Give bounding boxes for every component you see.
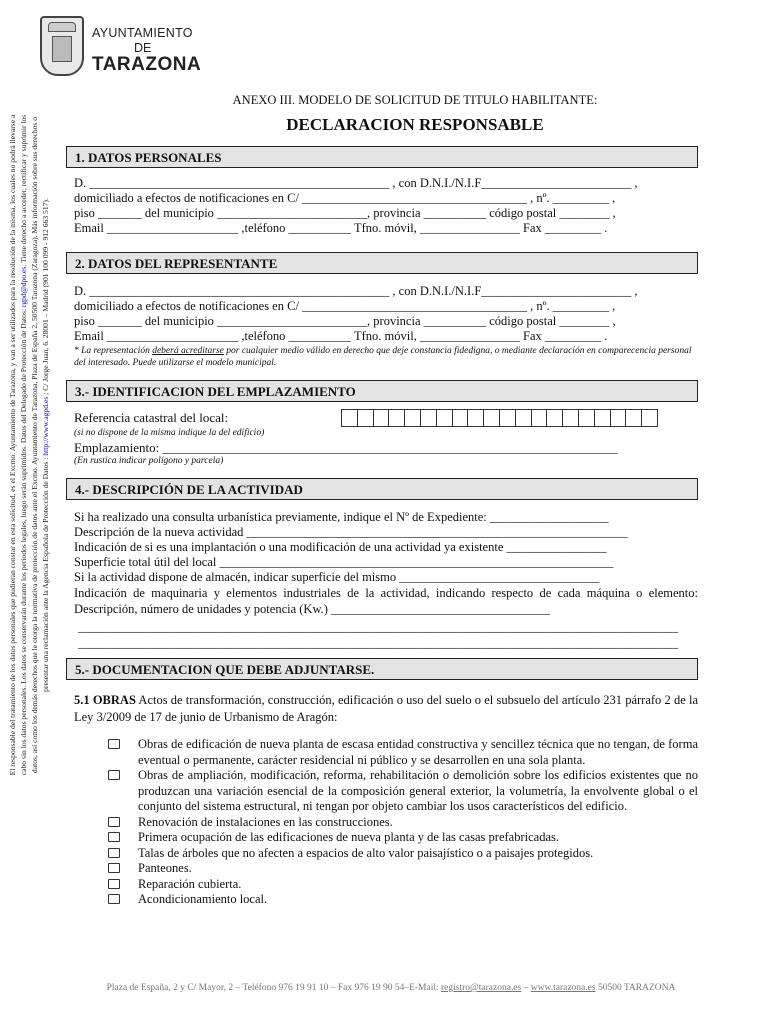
catastral-digit-box[interactable]	[515, 409, 532, 427]
checkbox[interactable]	[108, 770, 120, 780]
representation-note: * La representación deberá acreditarse por cualquier medio válido en derecho que deje constancia fidedigna, o mediante declaración en comparecencia personal del interesado. Puede utilizarse el modelo municipal.	[74, 346, 692, 368]
catastral-digit-box[interactable]	[436, 409, 453, 427]
surface-field[interactable]: Superficie total útil del local _______________________________________________________________	[74, 555, 614, 569]
catastral-digit-box[interactable]	[531, 409, 548, 427]
catastral-digit-box[interactable]	[452, 409, 469, 427]
list-item: Obras de ampliación, modificación, reforma, rehabilitación o demolición sobre los edificios existentes que no produzcan una variación esencial de la composición general exterior, la volumetría, la envolvente global o el conjunto del sistema estructural, ni tengan por objeto cambiar los usos característicos del edificio.	[108, 768, 698, 815]
activity-description-field[interactable]: Descripción de la nueva actividad _____________________________________________________________	[74, 525, 628, 539]
s2-name-field[interactable]: D. ________________________________________________ , con D.N.I./N.I.F________________________ ,	[74, 284, 638, 298]
list-item: Talas de árboles que no afecten a espacios de alto valor paisajístico o a paisajes protegidos.	[108, 846, 698, 862]
catastral-digit-box[interactable]	[388, 409, 405, 427]
checkbox[interactable]	[108, 739, 120, 749]
checkbox[interactable]	[108, 879, 120, 889]
logo-line-1: AYUNTAMIENTO	[92, 26, 193, 40]
section-1-heading: 1. DATOS PERSONALES	[66, 146, 698, 168]
machinery-field[interactable]: Indicación de maquinaria y elementos industriales de la actividad, indicando respecto de cada máquina o elemento: Descripción, número de unidades y potencia (Kw.) ___________________________________	[74, 586, 698, 616]
page-title: DECLARACION RESPONSABLE	[286, 115, 544, 134]
s1-contact-field[interactable]: Email _____________________ ,teléfono __________ Tfno. móvil, ________________ Fax _________ .	[74, 221, 608, 235]
storage-field[interactable]: Si la actividad dispone de almacén, indicar superficie del mismo ________________________________	[74, 570, 600, 584]
footer-email-link[interactable]: registro@tarazona.es	[441, 983, 522, 993]
catastral-digit-box[interactable]	[641, 409, 658, 427]
checkbox[interactable]	[108, 817, 120, 827]
rustica-note: (En rustica indicar polígono y parcela)	[74, 456, 224, 466]
footer-web-link[interactable]: www.tarazona.es	[530, 983, 596, 993]
section-5-heading: 5.- DOCUMENTACION QUE DEBE ADJUNTARSE.	[66, 658, 698, 680]
list-item: Primera ocupación de las edificaciones de nueva planta y de las casas prefabricadas.	[108, 830, 698, 846]
catastral-digit-box[interactable]	[357, 409, 374, 427]
catastral-digit-box[interactable]	[404, 409, 421, 427]
s1-address-field[interactable]: domiciliado a efectos de notificaciones en C/ ____________________________________ , nº. _________ ,	[74, 191, 616, 205]
privacy-line-3: datos, así como los demás derechos que le otorga la normativa de protección de datos ante el Excmo. Ayuntamiento de Tarazona, Plaza de España 2, 50500 Tarazona (Zaragoza). Más información sobre sus derechos o	[30, 116, 39, 774]
section-3-heading: 3.- IDENTIFICACION DEL EMPLAZAMIENTO	[66, 380, 698, 402]
list-item: Acondicionamiento local.	[108, 892, 698, 908]
logo-line-2: DE	[134, 40, 152, 55]
crown-icon	[48, 22, 76, 32]
list-item: Obras de edificación de nueva planta de escasa entidad constructiva y sencillez técnica que no tengan, de forma eventual o permanente, carácter residencial ni público y se desarrollen en una sola planta.	[108, 737, 698, 768]
privacy-line-2: cabo sin los datos personales. Los datos se conservarán durante los periodos legales, luego serán suprimidos. Datos del Delegado de Protección de Datos: rgpd@dpo.es. Tiene derecho a acceder, rectificar y suprimir los	[19, 114, 28, 776]
expediente-field[interactable]: Si ha realizado una consulta urbanística previamente, indique el Nº de Expediente: ___________________	[74, 510, 609, 524]
checkbox[interactable]	[108, 832, 120, 842]
list-item: Reparación cubierta.	[108, 877, 698, 893]
catastral-digit-box[interactable]	[610, 409, 627, 427]
checkbox[interactable]	[108, 894, 120, 904]
s1-name-field[interactable]: D. ________________________________________________ , con D.N.I./N.I.F________________________ ,	[74, 176, 638, 190]
catastral-digit-box[interactable]	[594, 409, 611, 427]
section-2-heading: 2. DATOS DEL REPRESENTANTE	[66, 252, 698, 274]
s2-contact-field[interactable]: Email _____________________ ,teléfono __________ Tfno. móvil, ________________ Fax _________ .	[74, 329, 608, 343]
logo-text	[92, 27, 201, 74]
annex-heading: ANEXO III. MODELO DE SOLICITUD DE TITULO HABILITANTE:	[232, 93, 598, 107]
catastral-digit-box[interactable]	[625, 409, 642, 427]
list-item: Panteones.	[108, 861, 698, 877]
logo-line-3: TARAZONA	[92, 54, 202, 75]
catastral-digit-box[interactable]	[341, 409, 358, 427]
catastral-digit-box[interactable]	[483, 409, 500, 427]
catastral-digit-box[interactable]	[467, 409, 484, 427]
catastral-digit-box[interactable]	[373, 409, 390, 427]
blank-line[interactable]: ________________________________________________________________________________________________	[78, 620, 678, 634]
checkbox[interactable]	[108, 848, 120, 858]
s2-address-field[interactable]: domiciliado a efectos de notificaciones en C/ ____________________________________ , nº. _________ ,	[74, 299, 616, 313]
checkbox[interactable]	[108, 863, 120, 873]
catastral-digit-box[interactable]	[578, 409, 595, 427]
implantation-field[interactable]: Indicación de si es una implantación o una modificación de una actividad ya existente ________________	[74, 540, 607, 554]
privacy-notice-vertical	[7, 10, 51, 880]
emplazamiento-field[interactable]: Emplazamiento: ______________________________________________________________________	[74, 440, 618, 455]
catastral-note: (si no dispone de la misma indique la del edificio)	[74, 428, 265, 438]
catastral-digit-box[interactable]	[562, 409, 579, 427]
s1-municipality-field[interactable]: piso _______ del municipio ________________________, provincia __________ código postal ________ ,	[74, 206, 616, 220]
blank-line[interactable]: ________________________________________________________________________________________________	[78, 636, 678, 650]
list-item: Renovación de instalaciones en las construcciones.	[108, 815, 698, 831]
obras-checklist	[108, 737, 698, 908]
catastral-label: Referencia catastral del local:	[74, 410, 229, 425]
s2-municipality-field[interactable]: piso _______ del municipio ________________________, provincia __________ código postal ________ ,	[74, 314, 616, 328]
privacy-line-1: El responsable del tratamiento de los datos personales que pudieran constar en esta solicitud, es el Excmo. Ayuntamiento de Tarazona, y van a ser utilizados para la resolución de la misma, los cuales no podrá llevarse a	[8, 114, 17, 776]
catastral-digit-box[interactable]	[499, 409, 516, 427]
agpd-link[interactable]: http://www.agpd.es	[41, 396, 50, 456]
privacy-line-4: presentar una reclamación ante la Agencia Española de Protección de Datos : http://www.agpd.es ; C/ Jorge Juan, 6. 28001 – Madrid (901 100 099 - 912 663 517).	[41, 198, 50, 692]
footer-contact: Plaza de España, 2 y C/ Mayor, 2 – Teléfono 976 19 91 10 – Fax 976 19 90 54–E-Mail: registro@tarazona.es – www.tarazona.es 50500 TARAZONA	[106, 983, 676, 993]
section-4-heading: 4.- DESCRIPCIÓN DE LA ACTIVIDAD	[66, 478, 698, 500]
obras-paragraph: 5.1 OBRAS Actos de transformación, construcción, edificación o uso del suelo o el subsuelo del artículo 231 párrafo 2 de la Ley 3/2009 de 17 de junio de Urbanismo de Aragón:	[74, 693, 698, 724]
dpo-email-link[interactable]: rgpd@dpo.es	[19, 266, 28, 308]
catastral-reference-grid[interactable]	[342, 409, 658, 427]
tower-icon	[52, 36, 72, 62]
catastral-digit-box[interactable]	[420, 409, 437, 427]
catastral-digit-box[interactable]	[546, 409, 563, 427]
